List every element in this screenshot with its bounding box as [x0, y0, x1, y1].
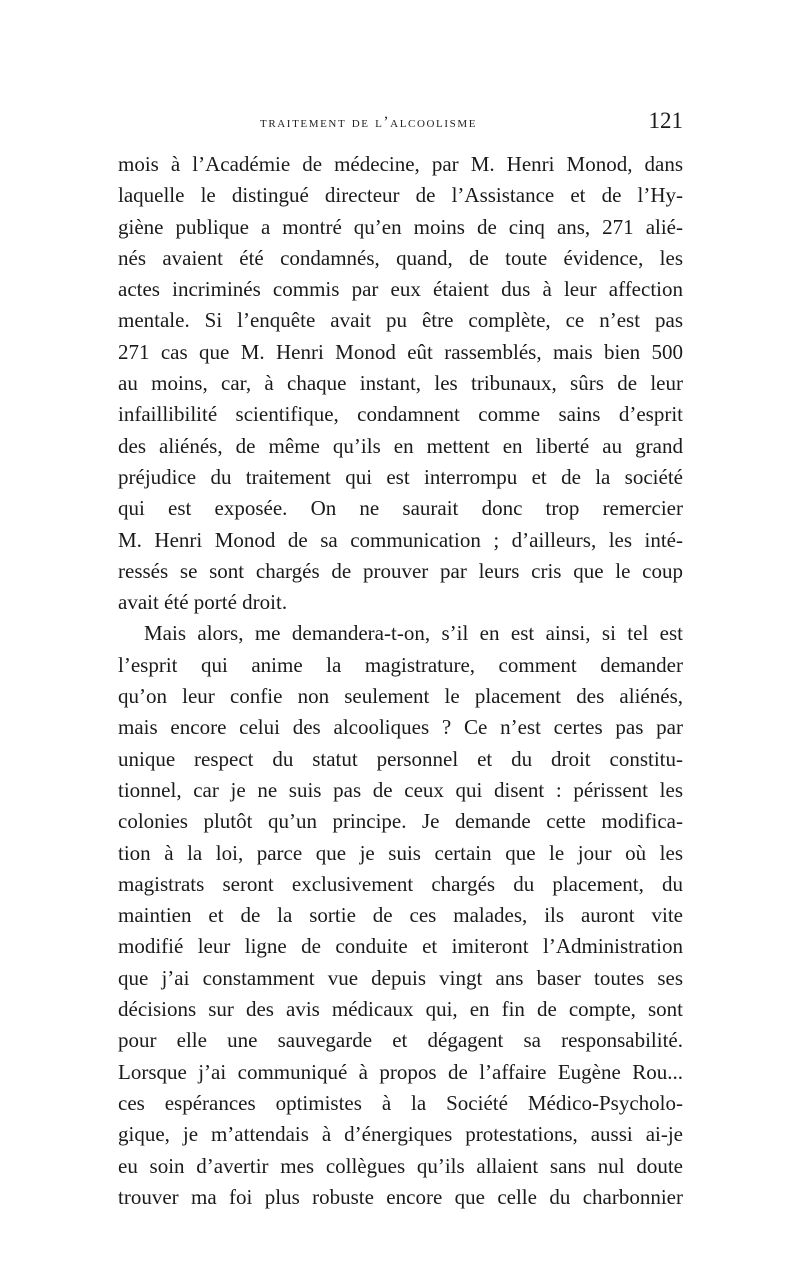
text-line: 271 cas que M. Henri Monod eût rassemblés, mais bien 500 [118, 339, 683, 364]
text-line: qu’on leur confie non seulement le placement des aliénés, [118, 684, 683, 709]
text-line: l’esprit qui anime la magistrature, comment demander [118, 652, 683, 677]
text-line: modifié leur ligne de conduite et imiteront l’Administration [118, 934, 683, 959]
paragraph-first-line: Mais alors, me demandera-t-on, s’il en est ainsi, si tel est [144, 621, 683, 646]
text-line: mentale. Si l’enquête avait pu être complète, ce n’est pas [118, 308, 683, 333]
page-number: 121 [648, 108, 683, 133]
text-line: qui est exposée. On ne saurait donc trop remercier [118, 496, 683, 521]
text-line: mais encore celui des alcooliques ? Ce n’est certes pas par [118, 715, 683, 740]
text-line: mois à l’Académie de médecine, par M. Henri Monod, dans [118, 152, 683, 176]
text-line: maintien et de la sortie de ces malades, ils auront vite [118, 903, 683, 928]
text-line: actes incriminés commis par eux étaient dus à leur affection [118, 277, 683, 302]
text-line: eu soin d’avertir mes collègues qu’ils allaient sans nul doute [118, 1153, 683, 1178]
body-text [118, 149, 683, 1213]
running-title: traitement de l’alcoolisme [260, 114, 478, 131]
paragraph-last-line: avait été porté droit. [118, 590, 288, 615]
text-line: des aliénés, de même qu’ils en mettent en liberté au grand [118, 433, 683, 458]
text-line: tion à la loi, parce que je suis certain que le jour où les [118, 840, 683, 865]
text-line: nés avaient été condamnés, quand, de toute évidence, les [118, 245, 683, 270]
text-line: trouver ma foi plus robuste encore que celle du charbonnier [118, 1184, 683, 1209]
text-line: giène publique a montré qu’en moins de cinq ans, 271 alié- [118, 214, 683, 239]
text-line: ressés se sont chargés de prouver par leurs cris que le coup [118, 558, 683, 583]
text-line: Lorsque j’ai communiqué à propos de l’affaire Eugène Rou... [118, 1059, 683, 1084]
text-line: tionnel, car je ne suis pas de ceux qui disent : périssent les [118, 777, 683, 802]
text-line: infaillibilité scientifique, condamnent comme sains d’esprit [118, 402, 683, 427]
text-line: ces espérances optimistes à la Société Médico-Psycholo- [118, 1090, 683, 1115]
text-line: colonies plutôt qu’un principe. Je demande cette modifica- [118, 809, 683, 834]
text-line: pour elle une sauvegarde et dégagent sa responsabilité. [118, 1028, 683, 1053]
text-line: préjudice du traitement qui est interrompu et de la société [118, 464, 683, 489]
text-line: magistrats seront exclusivement chargés du placement, du [118, 871, 683, 896]
text-line: au moins, car, à chaque instant, les tribunaux, sûrs de leur [118, 371, 683, 396]
text-line: M. Henri Monod de sa communication ; d’ailleurs, les inté- [118, 527, 683, 552]
text-line: gique, je m’attendais à d’énergiques protestations, aussi ai-je [118, 1122, 683, 1147]
text-line: laquelle le distingué directeur de l’Assistance et de l’Hy- [118, 183, 683, 208]
text-line: unique respect du statut personnel et du droit constitu- [118, 746, 683, 771]
text-line: décisions sur des avis médicaux qui, en fin de compte, sont [118, 997, 683, 1022]
running-head [118, 108, 683, 138]
text-line: que j’ai constamment vue depuis vingt ans baser toutes ses [118, 965, 683, 990]
